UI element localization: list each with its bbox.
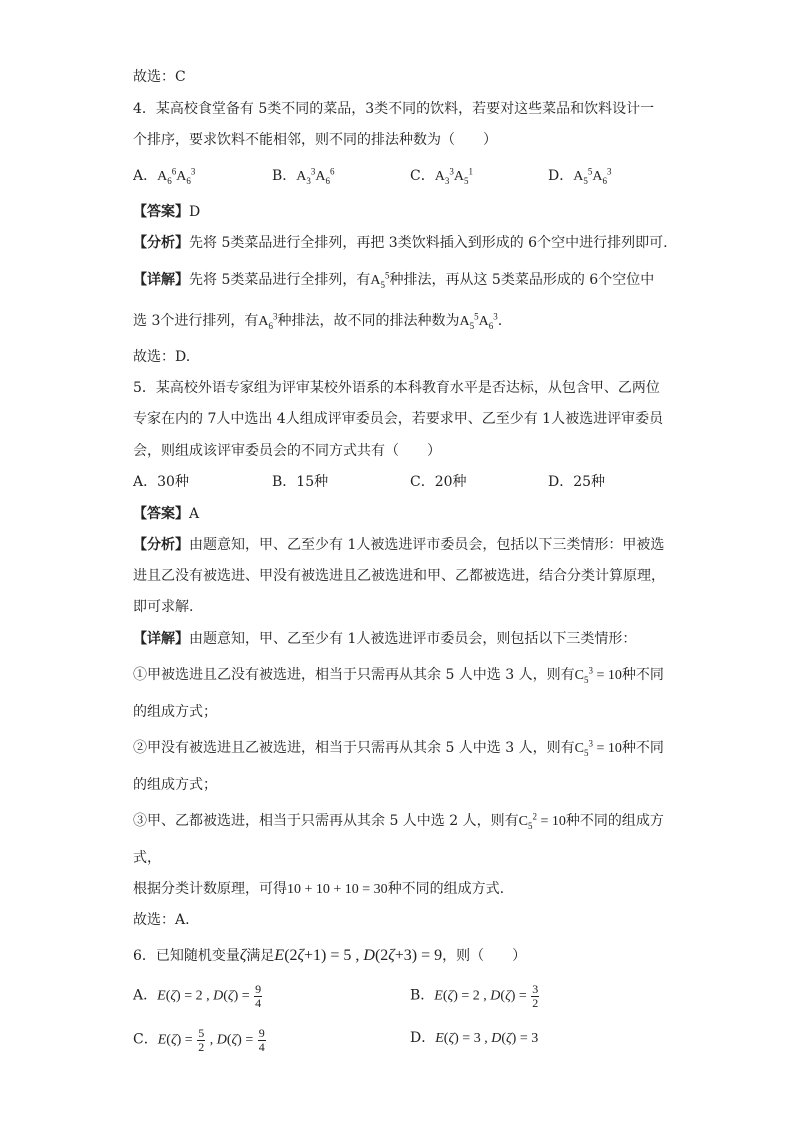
q3-answer-line: 故选：C	[133, 69, 186, 85]
math-expr: $C_5^3 = 10$	[574, 738, 622, 758]
q5-case-3-cont: 式，	[133, 850, 161, 866]
q5-case-2-cont: 的组成方式；	[133, 777, 217, 793]
q4-analysis	[133, 234, 668, 252]
math-expr: $A_5^5A_6^3$	[459, 311, 498, 331]
answer-value: A	[189, 506, 200, 522]
answer-value: D	[189, 204, 201, 220]
detail-text: 根据分类计数原理，可得	[133, 881, 287, 897]
q5-stem-line-2: 专家在内的 7人中选出 4人组成评审委员会，若要求甲、乙至少有 1人被选进评审委员	[133, 411, 664, 427]
option-expr: $A_3^3A_5^1$	[434, 166, 473, 186]
stem-text: ，则（ ）	[442, 948, 527, 964]
option-label: A．	[133, 474, 158, 490]
fraction: $\frac{3}{2}$	[532, 982, 539, 1010]
option-e-value: 2	[472, 988, 480, 1004]
option-label: C．	[410, 168, 435, 184]
detail-text: ②甲没有被选进且乙被选进，相当于只需再从其余 5 人中选 3 人，则有	[133, 740, 575, 756]
fraction: $\frac{9}{4}$	[258, 1026, 265, 1054]
detail-text: 先将 5类菜品进行全排列，有	[189, 272, 371, 288]
answer-tag: 【答案】	[133, 506, 189, 522]
detail-tag: 【详解】	[133, 631, 189, 647]
option-e-value: 2	[195, 988, 203, 1004]
q4-stem-line-2: 个排序，要求饮料不能相邻，则不同的排法种数为（ ）	[133, 132, 497, 148]
detail-text: 种排法，故不同的排法种数为	[277, 313, 460, 329]
option-label: D．	[548, 474, 574, 490]
q4-option-a	[133, 167, 195, 186]
detail-text: 种不同的组成方	[565, 813, 664, 829]
q5-analysis-line-1	[133, 536, 664, 554]
q4-detail-line-2	[133, 312, 502, 331]
q6-option-d: D．E(ζ) = 3 , D(ζ) = 3	[410, 1030, 539, 1046]
detail-text: 种不同	[621, 740, 664, 756]
stem-text: 满足	[246, 948, 275, 964]
q4-stem-line-1: 4．某高校食堂备有 5类不同的菜品，3类不同的饮料，若要对这些菜品和饮料设计一	[133, 101, 655, 117]
option-label: D．	[410, 1030, 436, 1046]
option-label: B．	[272, 168, 297, 184]
answer-tag: 【答案】	[133, 204, 189, 220]
option-label: B．	[272, 474, 297, 490]
q5-final: 故选：A.	[133, 912, 190, 928]
q5-option-c	[410, 473, 467, 491]
q5-sum	[133, 880, 504, 899]
q5-answer	[133, 505, 199, 523]
detail-text: 种排法，再从这 5类菜品形成的 6个空位中	[389, 272, 655, 288]
detail-text: .	[497, 313, 503, 329]
detail-text: 选 3个进行排列，有	[133, 313, 259, 329]
option-text: 15种	[296, 474, 329, 490]
option-d-value: 3	[531, 1031, 539, 1046]
math-expr: $A_6^3$	[258, 311, 278, 331]
option-e-value: 3	[473, 1031, 481, 1046]
option-label: A．	[133, 987, 158, 1004]
q5-case-2	[133, 739, 664, 758]
q6-option-b: B．E(ζ) = 2 , D(ζ) = $\frac{3}{2}$	[410, 982, 539, 1010]
option-label: C．	[410, 474, 435, 490]
q4-detail-line-1	[133, 271, 654, 290]
option-label: B．	[410, 987, 435, 1004]
q5-case-1	[133, 666, 664, 685]
detail-text: 种不同	[621, 667, 664, 683]
option-expr: $A_5^5A_6^3$	[573, 166, 612, 186]
q5-detail-intro	[133, 630, 636, 648]
option-expr: $A_3^3A_6^6$	[296, 166, 335, 186]
q5-option-a	[133, 473, 189, 491]
analysis-text: 先将 5类菜品进行全排列，再把 3类饮料插入到形成的 6个空中进行排列即可.	[189, 235, 668, 251]
q5-option-b	[272, 473, 328, 491]
detail-text: ③甲、乙都被选进，相当于只需再从其余 5 人中选 2 人，则有	[133, 813, 519, 829]
q5-analysis-line-3: 即可求解.	[133, 599, 194, 615]
option-label: A．	[133, 168, 158, 184]
math-expr: E(2ζ+1) = 5 , D(2ζ+3) = 9	[274, 947, 443, 964]
fraction: $\frac{5}{2}$	[198, 1026, 205, 1054]
option-expr: $A_6^6A_6^3$	[157, 166, 196, 186]
fraction: $\frac{9}{4}$	[255, 982, 262, 1010]
q6-stem	[133, 947, 526, 965]
math-expr: $C_5^2 = 10$	[518, 811, 566, 831]
q5-case-3	[133, 812, 664, 831]
math-expr: $C_5^3 = 10$	[574, 665, 622, 685]
q5-stem-line-3: 会，则组成该评审委员会的不同方式共有（ ）	[133, 443, 441, 459]
detail-text: 种不同的组成方式.	[387, 881, 505, 897]
math-expr: 10 + 10 + 10 = 30	[287, 882, 388, 897]
q5-option-d	[548, 473, 605, 491]
analysis-tag: 【分析】	[133, 537, 189, 553]
detail-text: 由题意知，甲、乙至少有 1人被选进评市委员会，则包括以下三类情形：	[189, 631, 637, 647]
q4-option-d	[548, 167, 611, 186]
q5-case-1-cont: 的组成方式；	[133, 704, 217, 720]
option-label: C．	[133, 1031, 158, 1048]
q4-final: 故选：D.	[133, 349, 191, 365]
q4-answer	[133, 203, 200, 221]
math-expr: $A_5^5$	[370, 270, 390, 290]
option-text: 25种	[573, 474, 606, 490]
q4-option-c	[410, 167, 473, 186]
stem-text: 6．已知随机变量	[133, 948, 240, 964]
q5-analysis-line-2: 进且乙没有被选进、甲没有被选进且乙被选进和甲、乙都被选进，结合分类计算原理，	[133, 568, 665, 584]
option-text: 30种	[157, 474, 189, 490]
detail-text: ①甲被选进且乙没有被选进，相当于只需再从其余 5 人中选 3 人，则有	[133, 667, 575, 683]
detail-tag: 【详解】	[133, 272, 189, 288]
option-text: 20种	[434, 474, 467, 490]
q6-option-a: A．E(ζ) = 2 , D(ζ) = $\frac{9}{4}$	[133, 982, 262, 1010]
q4-option-b	[272, 167, 335, 186]
math-expr: ζ	[239, 947, 247, 964]
analysis-tag: 【分析】	[133, 235, 189, 251]
q5-stem-line-1: 5．某高校外语专家组为评审某校外语系的本科教育水平是否达标，从包含甲、乙两位	[133, 380, 660, 396]
analysis-text: 由题意知，甲、乙至少有 1人被选进评市委员会，包括以下三类情形：甲被选	[189, 537, 665, 553]
option-label: D．	[548, 168, 574, 184]
q6-option-c: C．E(ζ) = $\frac{5}{2}$ , D(ζ) = $\frac{9}{4}$	[133, 1026, 265, 1054]
